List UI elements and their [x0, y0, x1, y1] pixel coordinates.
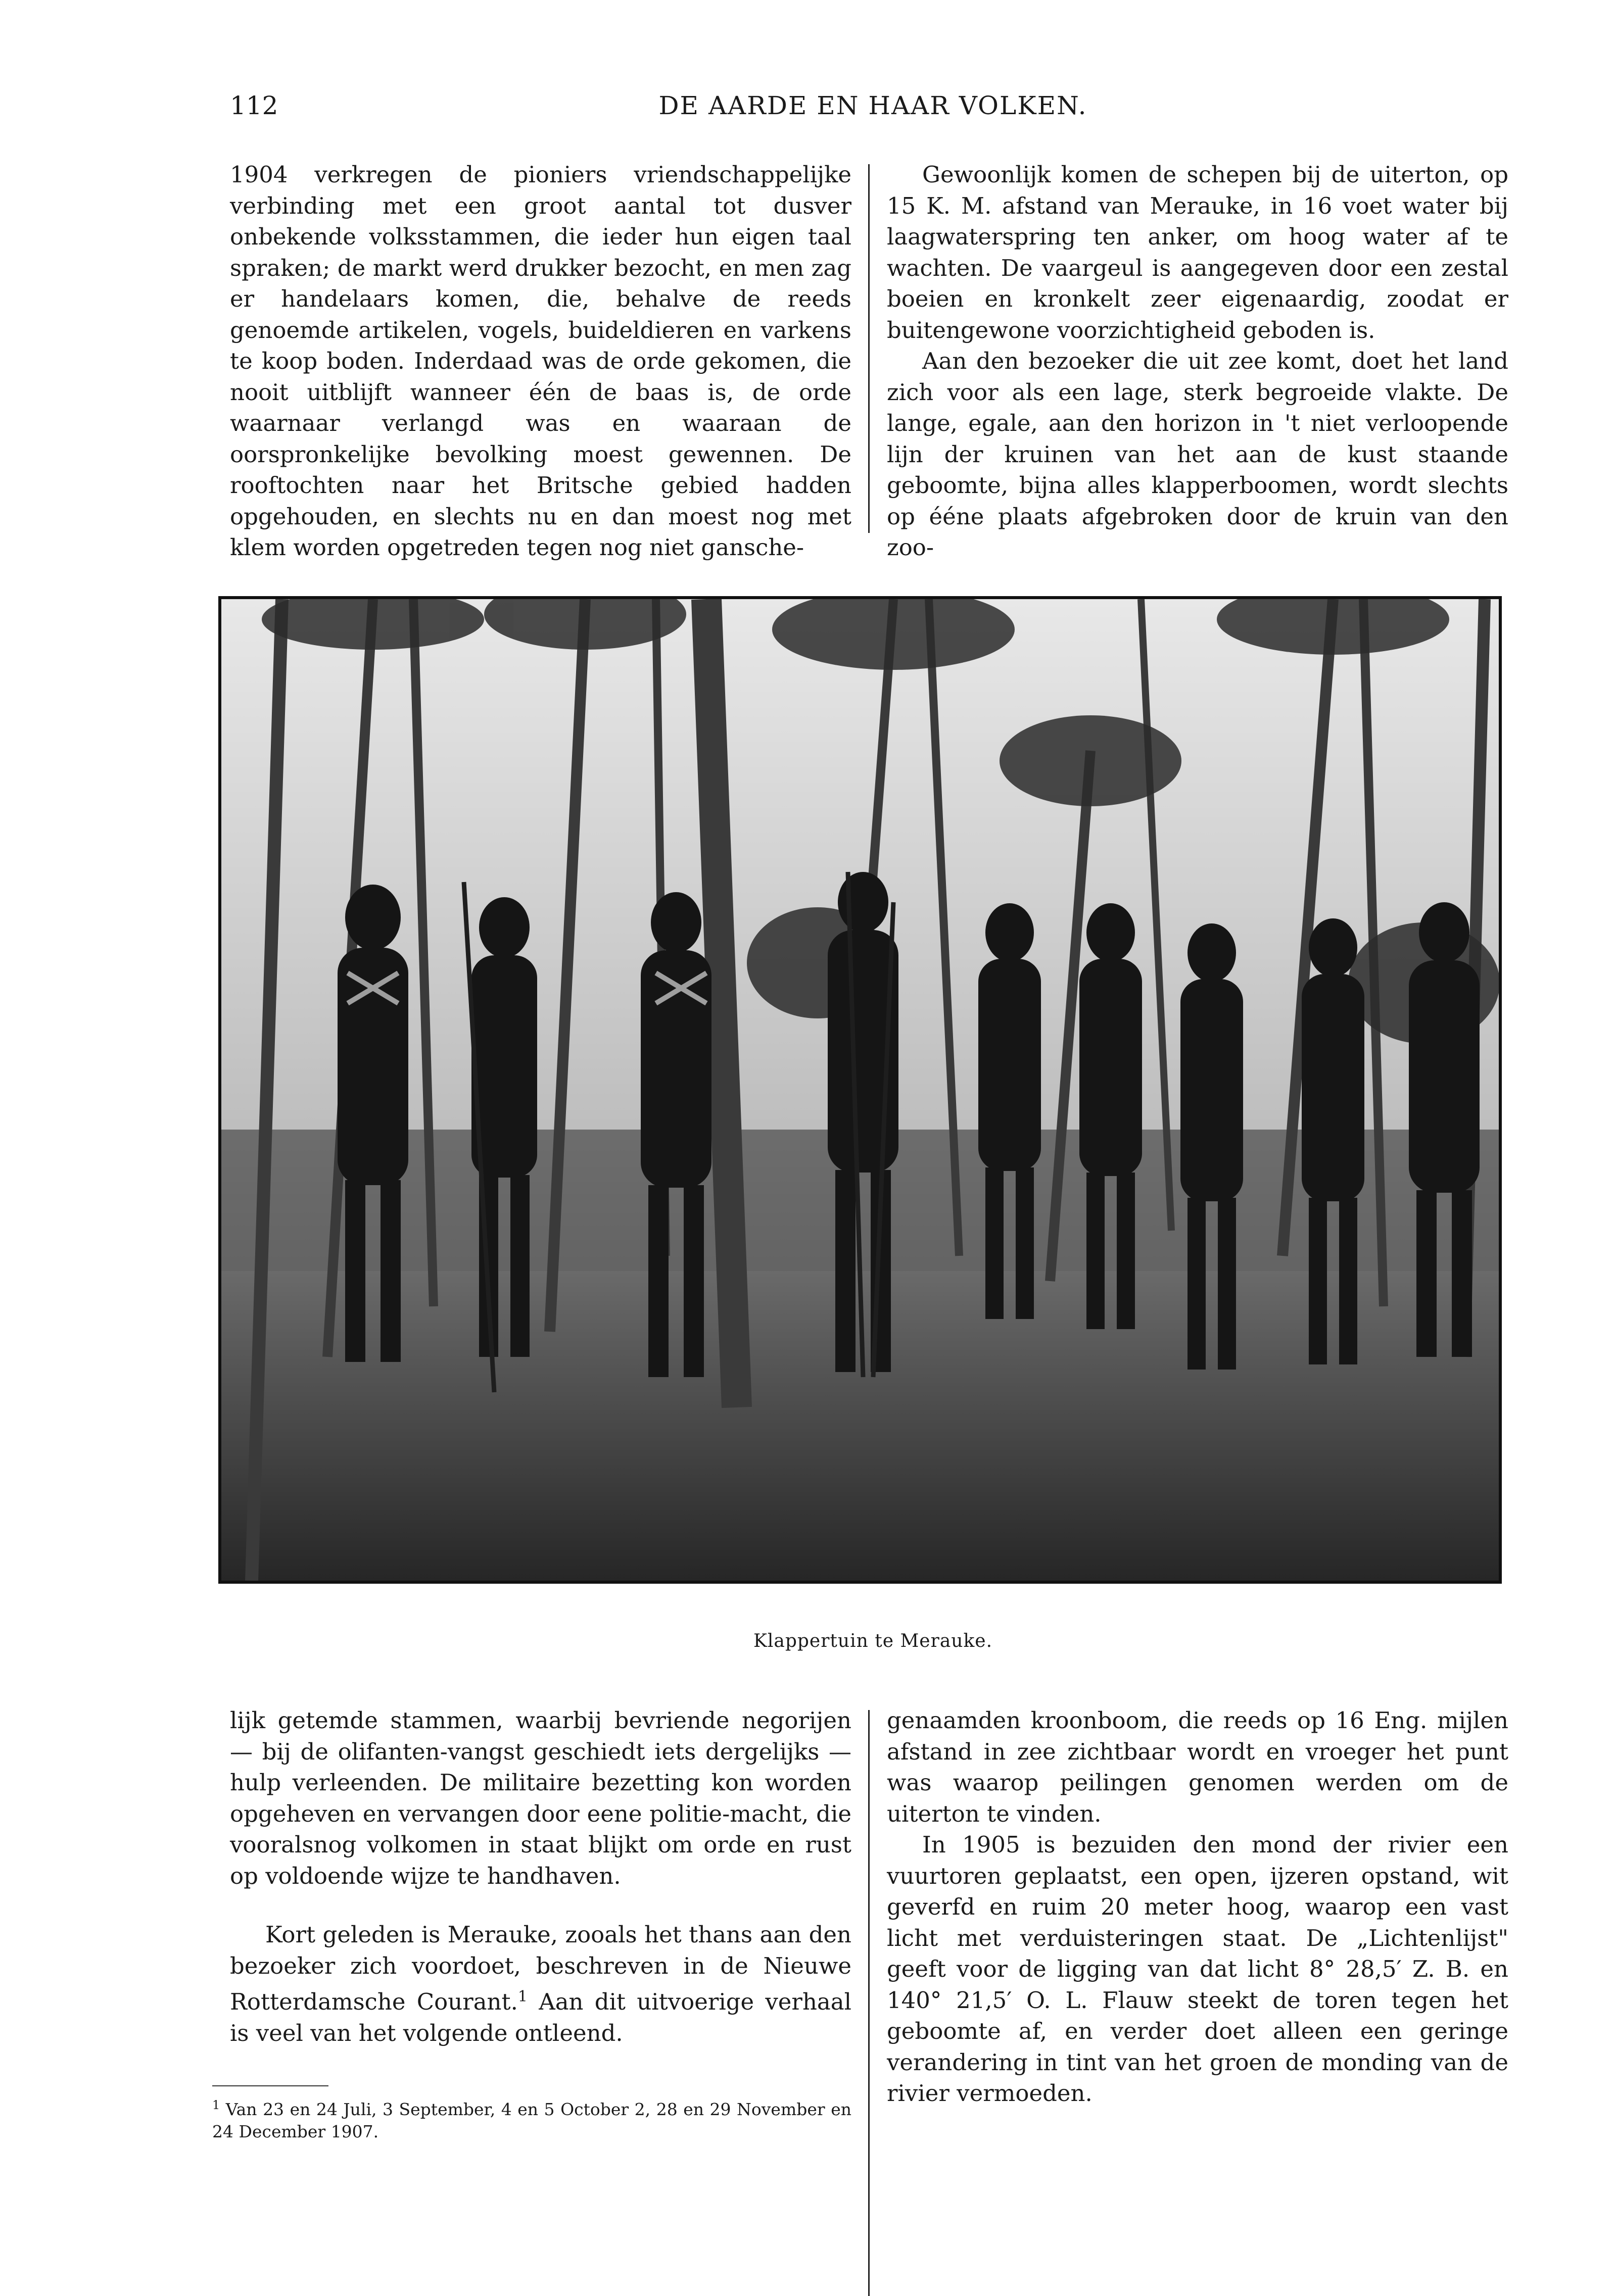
footnote-text: Van 23 en 24 Juli, 3 September, 4 en 5 October 2, 28 en 29 November en 24 December 1907. — [212, 2099, 851, 2141]
bottom-left-column — [230, 1705, 851, 2048]
photo-caption: Klappertuin te Merauke. — [753, 1631, 993, 1651]
footnote-marker: 1 — [517, 1988, 528, 2006]
bottom-right-column — [887, 1705, 1508, 2109]
column-rule-top — [868, 164, 870, 533]
footnote-number: 1 — [212, 2098, 220, 2112]
paragraph-text: Aan dit uitvoerige verhaal is veel van het volgende ontleend. — [230, 1988, 851, 2046]
paragraph: lijk getemde stammen, waarbij bevriende negorijen — bij de olifanten-vangst geschiedt iets dergelijks — hulp verleenden. De militaire bezetting kon worden opgeheven en vervangen door eene politie-macht, die vooralsnog volkomen in staat blijkt om orde en rust op voldoende wijze te handhaven. — [230, 1707, 851, 1889]
paragraph: genaamden kroonboom, die reeds op 16 Eng. mijlen afstand in zee zichtbaar wordt en vroeger het punt was waarop peilingen genomen werden om de uiterton te vinden. — [887, 1707, 1508, 1827]
paragraph — [230, 1919, 851, 2048]
photo-illustration — [221, 599, 1499, 1581]
page-number: 112 — [230, 91, 278, 120]
footnote-rule — [212, 2085, 328, 2086]
paragraph-text: Kort geleden is Merauke, zooals het thans aan den bezoeker zich voordoet, beschreven in de Nieuwe Rotterdamsche Courant. — [230, 1921, 851, 2015]
paragraph: Aan den bezoeker die uit zee komt, doet het land zich voor als een lage, sterk begroeide vlakte. De lange, egale, aan den horizon in 't niet verloopende lijn der kruinen van het aan de kust staande geboomte, bijna alles klapperboomen, wordt slechts op ééne plaats afgebroken door de kruin van den zoo- — [887, 348, 1508, 561]
page-header — [230, 91, 1516, 131]
photograph-coconut-garden — [218, 596, 1502, 1584]
paragraph: 1904 verkregen de pioniers vriendschappelijke verbinding met een groot aantal tot dusver onbekende volksstammen, die ieder hun eigen taal spraken; de markt werd drukker bezocht, en men zag er handelaars komen, die, behalve de reeds genoemde artikelen, vogels, buideldieren en varkens te koop boden. Inderdaad was de orde gekomen, die nooit uitblijft wanneer één de baas is, de orde waarnaar verlangd was en waaraan de oorspronkelijke bevolking moest gewennen. De rooftochten naar het Britsche gebied hadden opgehouden, en slechts nu en dan moest nog met klem worden opgetreden tegen nog niet gansche- — [230, 161, 851, 561]
top-left-column — [230, 159, 851, 563]
paragraph: In 1905 is bezuiden den mond der rivier een vuurtoren geplaatst, een open, ijzeren opstand, wit geverfd en ruim 20 meter hoog, waarop een vast licht met verduisteringen staat. De „Lichtenlijst" geeft voor de ligging van dat licht 8° 28,5′ Z. B. en 140° 21,5′ O. L. Flauw steekt de toren tegen het geboomte af, en verder doet alleen een geringe verandering in tint van het groen de monding van de rivier vermoeden. — [887, 1831, 1508, 2107]
running-title: DE AARDE EN HAAR VOLKEN. — [658, 91, 1087, 120]
footnote — [212, 2094, 851, 2143]
paragraph: Gewoonlijk komen de schepen bij de uiterton, op 15 K. M. afstand van Merauke, in 16 voet water bij laagwaterspring ten anker, om hoog water af te wachten. De vaargeul is aangegeven door een zestal boeien en kronkelt zeer eigenaardig, zoodat er buitengewone voorzichtigheid geboden is. — [887, 161, 1508, 344]
top-right-column — [887, 159, 1508, 563]
column-rule-bottom — [868, 1710, 870, 2296]
